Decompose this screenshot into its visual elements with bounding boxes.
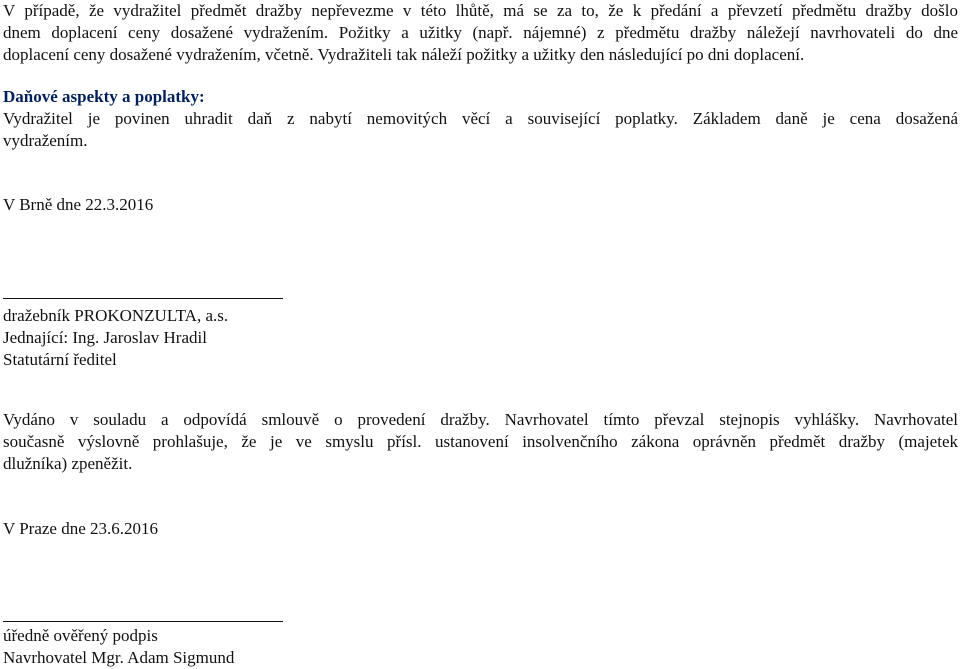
- tax-paragraph: [3, 108, 958, 152]
- tax-line-2: vydražením.: [3, 131, 88, 150]
- auctioneer-role: Statutární ředitel: [3, 350, 117, 369]
- intro-line-3: doplacení ceny dosažené vydražením, včetně. Vydražiteli tak náleží požitky a užitky den následující po dni doplacení.: [3, 45, 805, 64]
- issued-paragraph: [3, 409, 958, 475]
- auctioneer-signature-line: [3, 298, 283, 299]
- issued-line-3: dlužníka) zpeněžit.: [3, 454, 133, 473]
- intro-line-1: V případě, že vydražitel předmět dražby nepřevezme v této lhůtě, má se za to, že k předání a převzetí předmětu dražby došlo: [3, 1, 958, 20]
- intro-paragraph: [3, 0, 958, 66]
- tax-line-1: Vydražitel je povinen uhradit daň z nabytí nemovitých věcí a související poplatky. Základem daně je cena dosažená: [3, 109, 958, 128]
- prague-date: V Praze dne 23.6.2016: [3, 519, 159, 538]
- intro-line-2: dnem doplacení ceny dosažené vydražením. Požitky a užitky (např. nájemné) z předmětu dražby náležejí navrhovateli do dne: [3, 23, 958, 42]
- verification-label: úředně ověřený podpis: [3, 626, 158, 645]
- verification-signer: Navrhovatel Mgr. Adam Sigmund: [3, 648, 235, 667]
- tax-heading: Daňové aspekty a poplatky:: [3, 87, 205, 106]
- issued-line-2: současně výslovně prohlašuje, že je ve smyslu přísl. ustanovení insolvenčního zákona oprávněn předmět dražby (majetek: [3, 432, 958, 451]
- issued-line-1: Vydáno v souladu a odpovídá smlouvě o provedení dražby. Navrhovatel tímto převzal stejnopis vyhlášky. Navrhovatel: [3, 410, 958, 429]
- verification-signature-line: [3, 621, 283, 622]
- auctioneer-representative: Jednající: Ing. Jaroslav Hradil: [3, 328, 207, 347]
- brno-date: V Brně dne 22.3.2016: [3, 195, 154, 214]
- auctioneer-name: dražebník PROKONZULTA, a.s.: [3, 306, 229, 325]
